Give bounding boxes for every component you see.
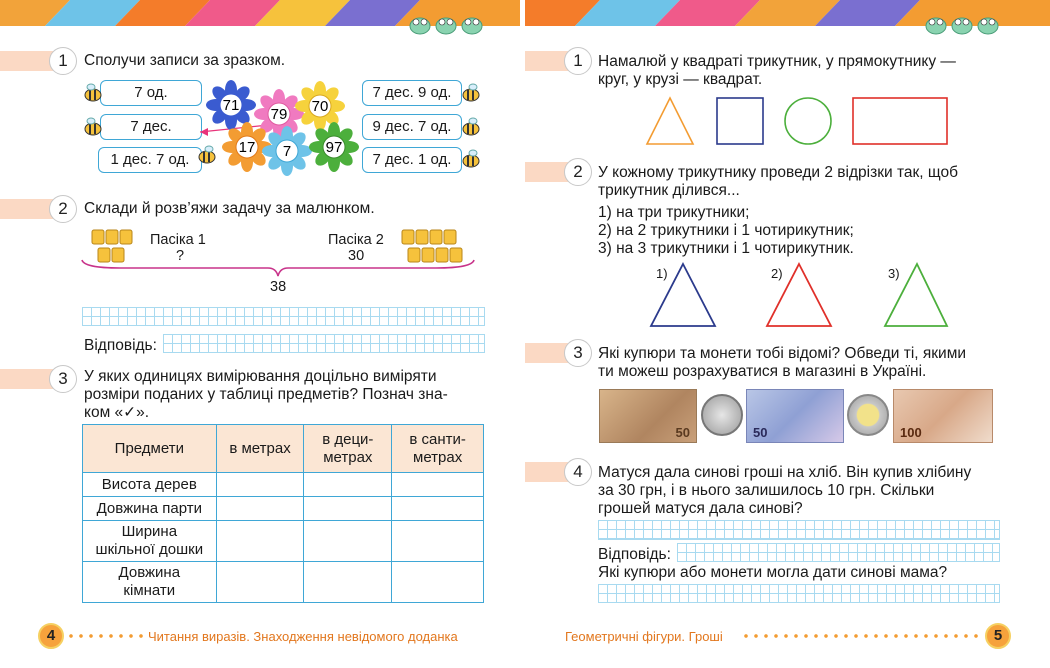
task-number: 2 [564, 158, 592, 186]
bee-icon [460, 116, 482, 143]
page-number: 4 [38, 623, 64, 649]
banknote-value: 50 [753, 425, 768, 440]
right-page [525, 0, 1050, 668]
square-shape [717, 98, 763, 144]
bee-icon [82, 82, 104, 109]
matching-card[interactable]: 1 дес. 7 од. [98, 147, 202, 173]
total-value: 38 [270, 279, 287, 295]
checkbox-cell[interactable] [304, 562, 392, 603]
option-text: 3) на 3 трикутники і 1 чотирикутник. [598, 240, 854, 257]
checkbox-cell[interactable] [392, 562, 484, 603]
rectangle-shape [853, 98, 947, 144]
bee-icon [460, 82, 482, 109]
hryvnia-banknote[interactable] [893, 389, 993, 443]
task-instruction: Які купюри та монети тобі відомі? Обведи ті, якими [598, 345, 967, 362]
checkbox-cell[interactable] [392, 473, 484, 497]
apiary-label: Пасіка 1 [150, 232, 206, 248]
table-cell: Довжина парти [83, 497, 217, 521]
flower-number: 97 [325, 139, 343, 156]
triangles-row [645, 262, 955, 330]
checkbox-cell[interactable] [304, 473, 392, 497]
task-instruction: за 30 грн, і в нього залишилось 10 грн. Скільки [598, 482, 935, 499]
left-page [0, 0, 520, 668]
task-instruction: ти можеш розрахуватися в магазині в Україні. [598, 363, 927, 380]
triangle-shape [651, 264, 715, 326]
task-instruction: Матуся дала синові гроші на хліб. Він купив хлібину [598, 464, 972, 481]
coin[interactable] [701, 394, 743, 436]
matching-card[interactable]: 7 дес. 1 од. [362, 147, 462, 173]
table-row [83, 473, 484, 497]
checkbox-cell[interactable] [216, 473, 304, 497]
answer-grid[interactable] [598, 520, 1000, 540]
coin[interactable] [847, 394, 889, 436]
table-cell: Висота дерев [83, 473, 217, 497]
answer-label: Відповідь: [84, 337, 157, 354]
total-brace [80, 258, 480, 278]
triangle-label: 1) [656, 266, 668, 281]
matching-card[interactable]: 7 дес. [100, 114, 202, 140]
matching-card[interactable]: 7 од. [100, 80, 202, 106]
bee-icon [460, 148, 482, 175]
answer-label: Відповідь: [598, 546, 671, 563]
apiary-label: Пасіка 2 [328, 232, 384, 248]
flower-number: 70 [311, 98, 329, 115]
table-header: в санти- метрах [392, 425, 484, 473]
apiary-value: ? [176, 248, 185, 264]
task-number: 4 [564, 458, 592, 486]
checkbox-cell[interactable] [216, 562, 304, 603]
footer-topic: Читання виразів. Знаходження невідомого доданка [148, 629, 458, 644]
checkbox-cell[interactable] [392, 521, 484, 562]
table-header: в деци- метрах [304, 425, 392, 473]
task-instruction: Сполучи записи за зразком. [84, 52, 286, 69]
banknote-value: 50 [675, 425, 690, 440]
checkbox-cell[interactable] [304, 521, 392, 562]
task-number: 3 [49, 365, 77, 393]
task-instruction: трикутник ділився... [598, 182, 740, 199]
flower-cluster [200, 74, 360, 178]
task-instruction: грошей матуся дала синові? [598, 500, 803, 517]
footer-topic: Геометричні фігури. Гроші [565, 629, 723, 644]
table-row [83, 562, 484, 603]
task-instruction: круг, у крузі — квадрат. [598, 71, 763, 88]
task-number: 1 [49, 47, 77, 75]
apiary-value: 30 [348, 248, 365, 264]
task-instruction: розміри поданих у таблиці предметів? Познач зна- [84, 386, 448, 403]
checkbox-cell[interactable] [216, 497, 304, 521]
flower-number: 17 [238, 139, 256, 156]
hryvnia-banknote[interactable] [746, 389, 844, 443]
task-instruction: У кожному трикутнику проведи 2 відрізки так, щоб [598, 164, 958, 181]
triangle-shape [885, 264, 947, 326]
task-number: 1 [564, 47, 592, 75]
option-text: 2) на 2 трикутники і 1 чотирикутник; [598, 222, 854, 239]
footer-dots [66, 634, 146, 638]
table-cell: Ширина шкільної дошки [83, 521, 217, 562]
shapes-row [645, 94, 955, 150]
task-instruction: Склади й розв’яжи задачу за малюнком. [84, 200, 375, 217]
answer-grid[interactable] [82, 307, 485, 326]
triangle-shape [767, 264, 831, 326]
task-instruction: ком «✓». [84, 404, 150, 421]
checkbox-cell[interactable] [304, 497, 392, 521]
triangle-label: 2) [771, 266, 783, 281]
footer-dots [741, 634, 983, 638]
page-number: 5 [985, 623, 1011, 649]
bee-icon [82, 116, 104, 143]
triangle-label: 3) [888, 266, 900, 281]
table-header: в метрах [216, 425, 304, 473]
question-text: Які купюри або монети могла дати синові мама? [598, 564, 948, 581]
task-number: 2 [49, 195, 77, 223]
checkbox-cell[interactable] [392, 497, 484, 521]
task-number: 3 [564, 339, 592, 367]
euro-banknote[interactable] [599, 389, 697, 443]
table-row [83, 497, 484, 521]
task-instruction: Намалюй у квадраті трикутник, у прямокутнику — [598, 53, 956, 70]
matching-card[interactable]: 9 дес. 7 од. [362, 114, 462, 140]
table-cell: Довжина кімнати [83, 562, 217, 603]
table-row [83, 521, 484, 562]
task-instruction: У яких одиницях вимірювання доцільно виміряти [84, 368, 437, 385]
answer-grid[interactable] [163, 334, 485, 353]
circle-shape [785, 98, 831, 144]
units-table [82, 424, 484, 603]
checkbox-cell[interactable] [216, 521, 304, 562]
answer-grid[interactable] [598, 584, 1000, 603]
answer-grid[interactable] [677, 543, 1000, 562]
triangle-shape [647, 98, 693, 144]
flower-number: 7 [282, 143, 292, 160]
option-text: 1) на три трикутники; [598, 204, 750, 221]
table-header: Предмети [83, 425, 217, 473]
flower-number: 79 [270, 106, 288, 123]
banknote-value: 100 [900, 425, 922, 440]
matching-card[interactable]: 7 дес. 9 од. [362, 80, 462, 106]
flower-number: 71 [222, 97, 240, 114]
